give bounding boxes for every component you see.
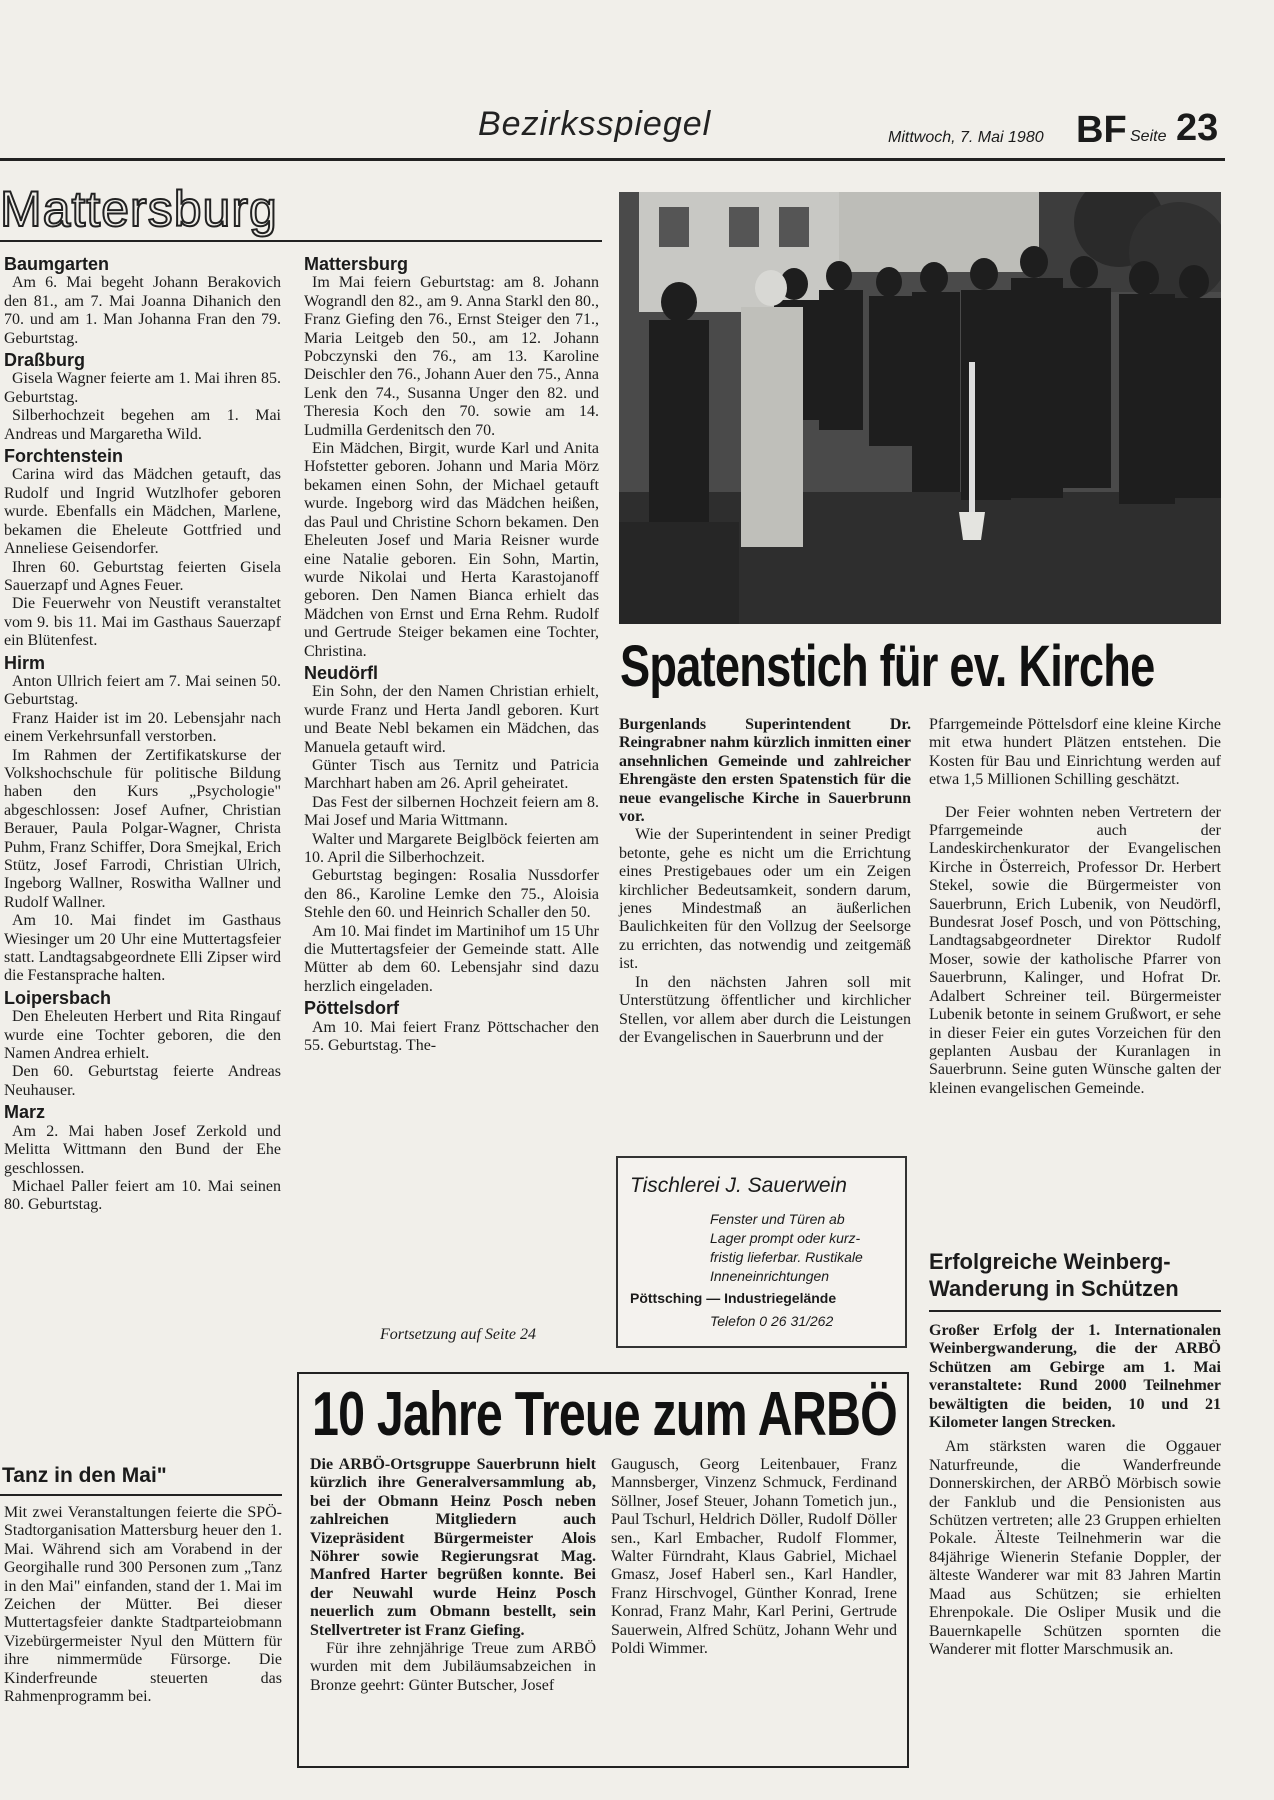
news-paragraph: Die Feuerwehr von Neustift veranstaltet vom 9. bis 11. Mai im Gasthaus Sauerzapf ein Blütenfest.	[4, 595, 281, 650]
spatenstich-lead: Burgenlands Superintendent Dr. Reingrabner nahm kürzlich inmitten einer ansehnlichen Gemeinde und zahlreicher Ehrengäste den ersten Spatenstich für die neue evangelische Kirche in Sauerbrunn vor.	[619, 716, 911, 826]
news-paragraph: Günter Tisch aus Ternitz und Patricia Marchhart haben am 26. April geheiratet.	[304, 756, 599, 793]
news-paragraph: Am 10. Mai findet im Gasthaus Wiesinger um 20 Uhr eine Muttertagsfeier statt. Landtagsabgeordnete Elli Zipser wird die Festansprache halten.	[4, 912, 281, 985]
news-paragraph: Den 60. Geburtstag feierte Andreas Neuhauser.	[4, 1063, 281, 1099]
spatenstich-body-c: Pfarrgemeinde Pöttelsdorf eine kleine Kirche mit etwa hundert Plätzen entstehen. Die Kosten für Bau und Einrichtung werden auf etwa 1,5 Millionen Schilling geschätzt.	[929, 716, 1221, 789]
news-paragraph: Am 10. Mai feiert Franz Pöttschacher den 55. Geburtstag. The-	[304, 1018, 599, 1055]
location-heading: Pöttelsdorf	[304, 998, 400, 1019]
location-heading: Marz	[4, 1102, 46, 1123]
location-heading: Loipersbach	[4, 987, 112, 1008]
spatenstich-body-a: Wie der Superintendent in seiner Predigt betonte, gehe es nicht um die Errichtung eines Prestigebaues oder um ein Zeigen kirchlicher Bedeutsamkeit, sondern darum, jenes Mindestmaß an äußerlichen Baulichkeiten für den Vollzug der Seelsorge zu errichten, das notwendig und zeitgemäß ist.	[619, 826, 911, 973]
news-paragraph: Walter und Margarete Beiglböck feierten am 10. April die Silberhochzeit.	[304, 830, 599, 866]
news-paragraph: Ihren 60. Geburtstag feierten Gisela Sauerzapf und Agnes Feuer.	[4, 558, 281, 594]
spatenstich-headline: Spatenstich für ev. Kirche	[620, 634, 1155, 699]
news-paragraph: Anton Ullrich feiert am 7. Mai seinen 50. Geburtstag.	[4, 672, 281, 709]
tanz-title: Tanz in den Mai"	[0, 1462, 282, 1496]
news-paragraph: Am 10. Mai findet im Martinihof um 15 Uhr die Muttertagsfeier der Gemeinde statt. Alle Mütter ab dem 60. Lebensjahr sind dazu herzlich eingeladen.	[304, 922, 599, 995]
news-paragraph: Gisela Wagner feierte am 1. Mai ihren 85. Geburtstag.	[4, 370, 281, 406]
ad-line-3: fristig lieferbar. Rustikale	[710, 1249, 863, 1265]
news-paragraph: Michael Paller feiert am 10. Mai seinen 80. Geburtstag.	[4, 1177, 281, 1214]
ad-company: Tischlerei J. Sauerwein	[630, 1174, 847, 1197]
news-paragraph: Im Mai feiern Geburtstag: am 8. Johann Wograndl den 82., am 9. Anna Starkl den 80., Franz Giefing den 76., Ernst Steiger den 71., Maria Leitgeb den 50., am 12. Johann Pobczynski den 76., am 13. Karoline Deischler den 76., Johann Auer den 75., Anna Lenk den 74., Susanna Unger den 82. und Theresia Koch den 70. sowie am 14. Ludmilla Gerdenitsch den 70.	[304, 274, 599, 439]
column-local-news-2	[304, 252, 599, 1055]
location-heading: Draßburg	[4, 350, 85, 371]
location-heading: Hirm	[4, 652, 46, 673]
tanz-block	[0, 1462, 282, 1706]
spatenstich-col-b	[929, 716, 1221, 1098]
issue-date: Mittwoch, 7. Mai 1980	[888, 129, 1044, 146]
news-paragraph: Das Fest der silbernen Hochzeit feiern am 8. Mai Josef und Maria Wittmann.	[304, 793, 599, 830]
news-paragraph: Ein Mädchen, Birgit, wurde Karl und Anita Hofstetter geboren. Johann und Maria Mörz bekamen einen Sohn, der Michael getauft wurde. Ingeborg wird das Mädchen heißen, das Paul und Christine Schorn bekamen. Den Eheleuten Josef und Maria Reisner wurde eine Natalie geboren. Ein Sohn, Martin, wurde Nikolai und Herta Karastojanoff geboren. Den Namen Bianca erhielt das Mädchen von Ernst und Erna Rehm. Rudolf und Gertrude Steiger bekamen eine Tochter, Christina.	[304, 440, 599, 660]
weinberg-article	[929, 1248, 1221, 1659]
news-paragraph: Ein Sohn, der den Namen Christian erhielt, wurde Franz und Herta Jandl geboren. Kurt und Beate Nebl bekamen ein Mädchen, das Manuela getauft wird.	[304, 683, 599, 756]
region-title: Mattersburg	[0, 181, 278, 237]
arboe-col-b	[611, 1456, 897, 1658]
news-paragraph: Am 6. Mai begeht Johann Berakovich den 81., am 7. Mai Joanna Dihanich den 70. und am 1. Man Johanna Fran den 79. Geburtstag.	[4, 274, 281, 347]
column-local-news-1	[4, 252, 281, 1215]
news-paragraph: Franz Haider ist im 20. Lebensjahr nach einem Verkehrsunfall verstorben.	[4, 709, 281, 746]
arboe-headline: 10 Jahre Treue zum ARBÖ	[312, 1380, 897, 1449]
location-heading: Baumgarten	[4, 254, 110, 274]
ad-line-4: Inneneinrichtungen	[710, 1268, 830, 1284]
ceremony-photo	[619, 192, 1221, 624]
weinberg-body: Am stärksten waren die Oggauer Naturfreunde, die Wanderfreunde Donnerskirchen, der ARBÖ Mörbisch sowie der Fanklub und die Pensionisten aus Schützen vertreten; alle 23 Gruppen erhielten Pokale. Älteste Teilnehmerin war die 84jährige Wienerin Stefanie Doppler, der älteste Wanderer war mit 83 Jahren Martin Maad aus Schützen; sie erhielten Ehrenpokale. Die Osliper Musik und die Bauernkapelle Schützen spornten die Wanderer mit flotter Marschmusik an.	[929, 1438, 1221, 1658]
arboe-body: Für ihre zehnjährige Treue zum ARBÖ wurden mit dem Jubiläumsabzeichen in Bronze geehrt: Günter Butscher, Josef	[310, 1640, 596, 1694]
ad-location: Pöttsching — Industriegelände	[630, 1290, 837, 1306]
ad-line-2: Lager prompt oder kurz-	[710, 1230, 861, 1246]
spatenstich-col-a	[619, 716, 911, 1047]
section-title: Bezirksspiegel	[478, 105, 712, 143]
location-heading: Mattersburg	[304, 254, 409, 274]
location-heading: Forchtenstein	[4, 446, 124, 467]
ad-phone: Telefon 0 26 31/262	[710, 1313, 834, 1329]
weinberg-lead: Großer Erfolg der 1. Internationalen Weinbergwanderung, die der ARBÖ Schützen am Gebirge am 1. Mai veranstaltete: Rund 2000 Teilnehmer bewältigten die beiden, 10 und 21 Kilometer langen Strecken.	[929, 1322, 1221, 1432]
arboe-lead: Die ARBÖ-Ortsgruppe Sauerbrunn hielt kürzlich ihre Generalversammlung ab, bei der Obmann Heinz Posch neben zahlreichen Mitgliedern auch Vizepräsident Bürgermeister Alois Nöhrer sowie Regierungsrat Mag. Manfred Harter begrüßen konnte. Bei der Neuwahl wurde Heinz Posch neuerlich zum Obmann bestellt, sein Stellvertreter ist Franz Giefing.	[310, 1456, 596, 1639]
spatenstich-body-b: In den nächsten Jahren soll mit Unterstützung öffentlicher und kirchlicher Stellen, vor allem aber durch die Leistungen der Evangelischen in Sauerbrunn und der	[619, 973, 911, 1046]
ad-tischlerei	[616, 1156, 907, 1348]
newspaper-logo: BF	[1076, 109, 1127, 151]
page-label: Seite	[1130, 128, 1167, 145]
arboe-col-a	[310, 1456, 596, 1695]
news-paragraph: Carina wird das Mädchen getauft, das Rudolf und Ingrid Wutzlhofer geboren wurde. Ebenfalls ein Mädchen, Marlene, bekamen die Eheleute Gottfried und Anneliese Geisendorfer.	[4, 466, 281, 558]
page-number: 23	[1176, 107, 1219, 149]
weinberg-title: Erfolgreiche Weinberg-Wanderung in Schützen	[929, 1248, 1221, 1312]
location-heading: Neudörfl	[304, 662, 378, 683]
page-header	[0, 95, 1230, 160]
news-paragraph: Den Eheleuten Herbert und Rita Ringauf wurde eine Tochter geboren, die den Namen Andrea erhielt.	[4, 1008, 281, 1063]
news-paragraph: Im Rahmen der Zertifikatskurse der Volkshochschule für politische Bildung haben den Kurs „Psychologie" abgeschlossen: Josef Aufner, Christian Berauer, Paula Polgar-Wagner, Christa Puhm, Franz Schiffer, Dora Smejkal, Erich Stütz, Josef Farrodi, Christian Ulrich, Ingeborg Wallner, Roswitha Wallner und Rudolf Wallner.	[4, 746, 281, 911]
spatenstich-body-d: Der Feier wohnten neben Vertretern der Pfarrgemeinde auch der Landeskirchenkurator der Evangelischen Kirche in Österreich, Professor Dr. Herbert Stekel, sowie die Bürgermeister von Sauerbrunn, Erich Lubenik, von Neudörfl, Bundesrat Josef Posch, und von Pöttsching, Landtagsabgeordneter Direktor Rudolf Moser, sowie der katholische Pfarrer von Sauerbrunn, Kalinger, und Hofrat Dr. Adalbert Schreiner teil. Bürgermeister Lubenik betonte in seinem Grußwort, er sehe in dieser Feier ein gutes Vorzeichen für den geplanten Ausbau der Kuranlagen in Sauerbrunn. Seine guten Wünsche galten der kleinen evangelischen Gemeinde.	[929, 803, 1221, 1097]
continuation-note: Fortsetzung auf Seite 24	[380, 1326, 536, 1343]
news-paragraph: Am 2. Mai haben Josef Zerkold und Melitta Wittmann den Bund der Ehe geschlossen.	[4, 1122, 281, 1177]
news-paragraph: Silberhochzeit begehen am 1. Mai Andreas und Margaretha Wild.	[4, 407, 281, 443]
news-paragraph: Geburtstag begingen: Rosalia Nussdorfer den 86., Karoline Lemke den 75., Aloisia Stehle den 60. und Heinrich Schaller den 50.	[304, 867, 599, 922]
arboe-body-2: Gaugusch, Georg Leitenbauer, Franz Mannsberger, Vinzenz Schmuck, Ferdinand Söllner, Josef Steuer, Johann Tometich jun., Paul Tschurl, Heldrich Döller, Rudolf Döller sen., Karl Embacher, Rudolf Flommer, Walter Fürndraht, Klaus Gabriel, Michael Gmasz, Josef Haberl sen., Karl Handler, Franz Hirschvogel, Günther Konrad, Irene Konrad, Franz Mahr, Karl Perini, Gertrude Sauerwein, Alfred Schütz, Johann Wehr und Poldi Wimmer.	[611, 1456, 897, 1658]
region-rule	[0, 240, 602, 242]
tanz-text: Mit zwei Veranstaltungen feierte die SPÖ-Stadtorganisation Mattersburg heuer den 1. Mai. Während sich am Vorabend in der Georgihalle rund 300 Personen zum „Tanz in den Mai" einfanden, stand der 1. Mai im Zeichen der Mütter. Bei dieser Muttertagsfeier dankte Stadtparteiobmann Vizebürgermeister Nyul den Müttern für ihre nimmermüde Fürsorge. Die Kinderfreunde steuerten das Rahmenprogramm bei.	[4, 1504, 282, 1706]
ad-line-1: Fenster und Türen ab	[710, 1211, 845, 1227]
